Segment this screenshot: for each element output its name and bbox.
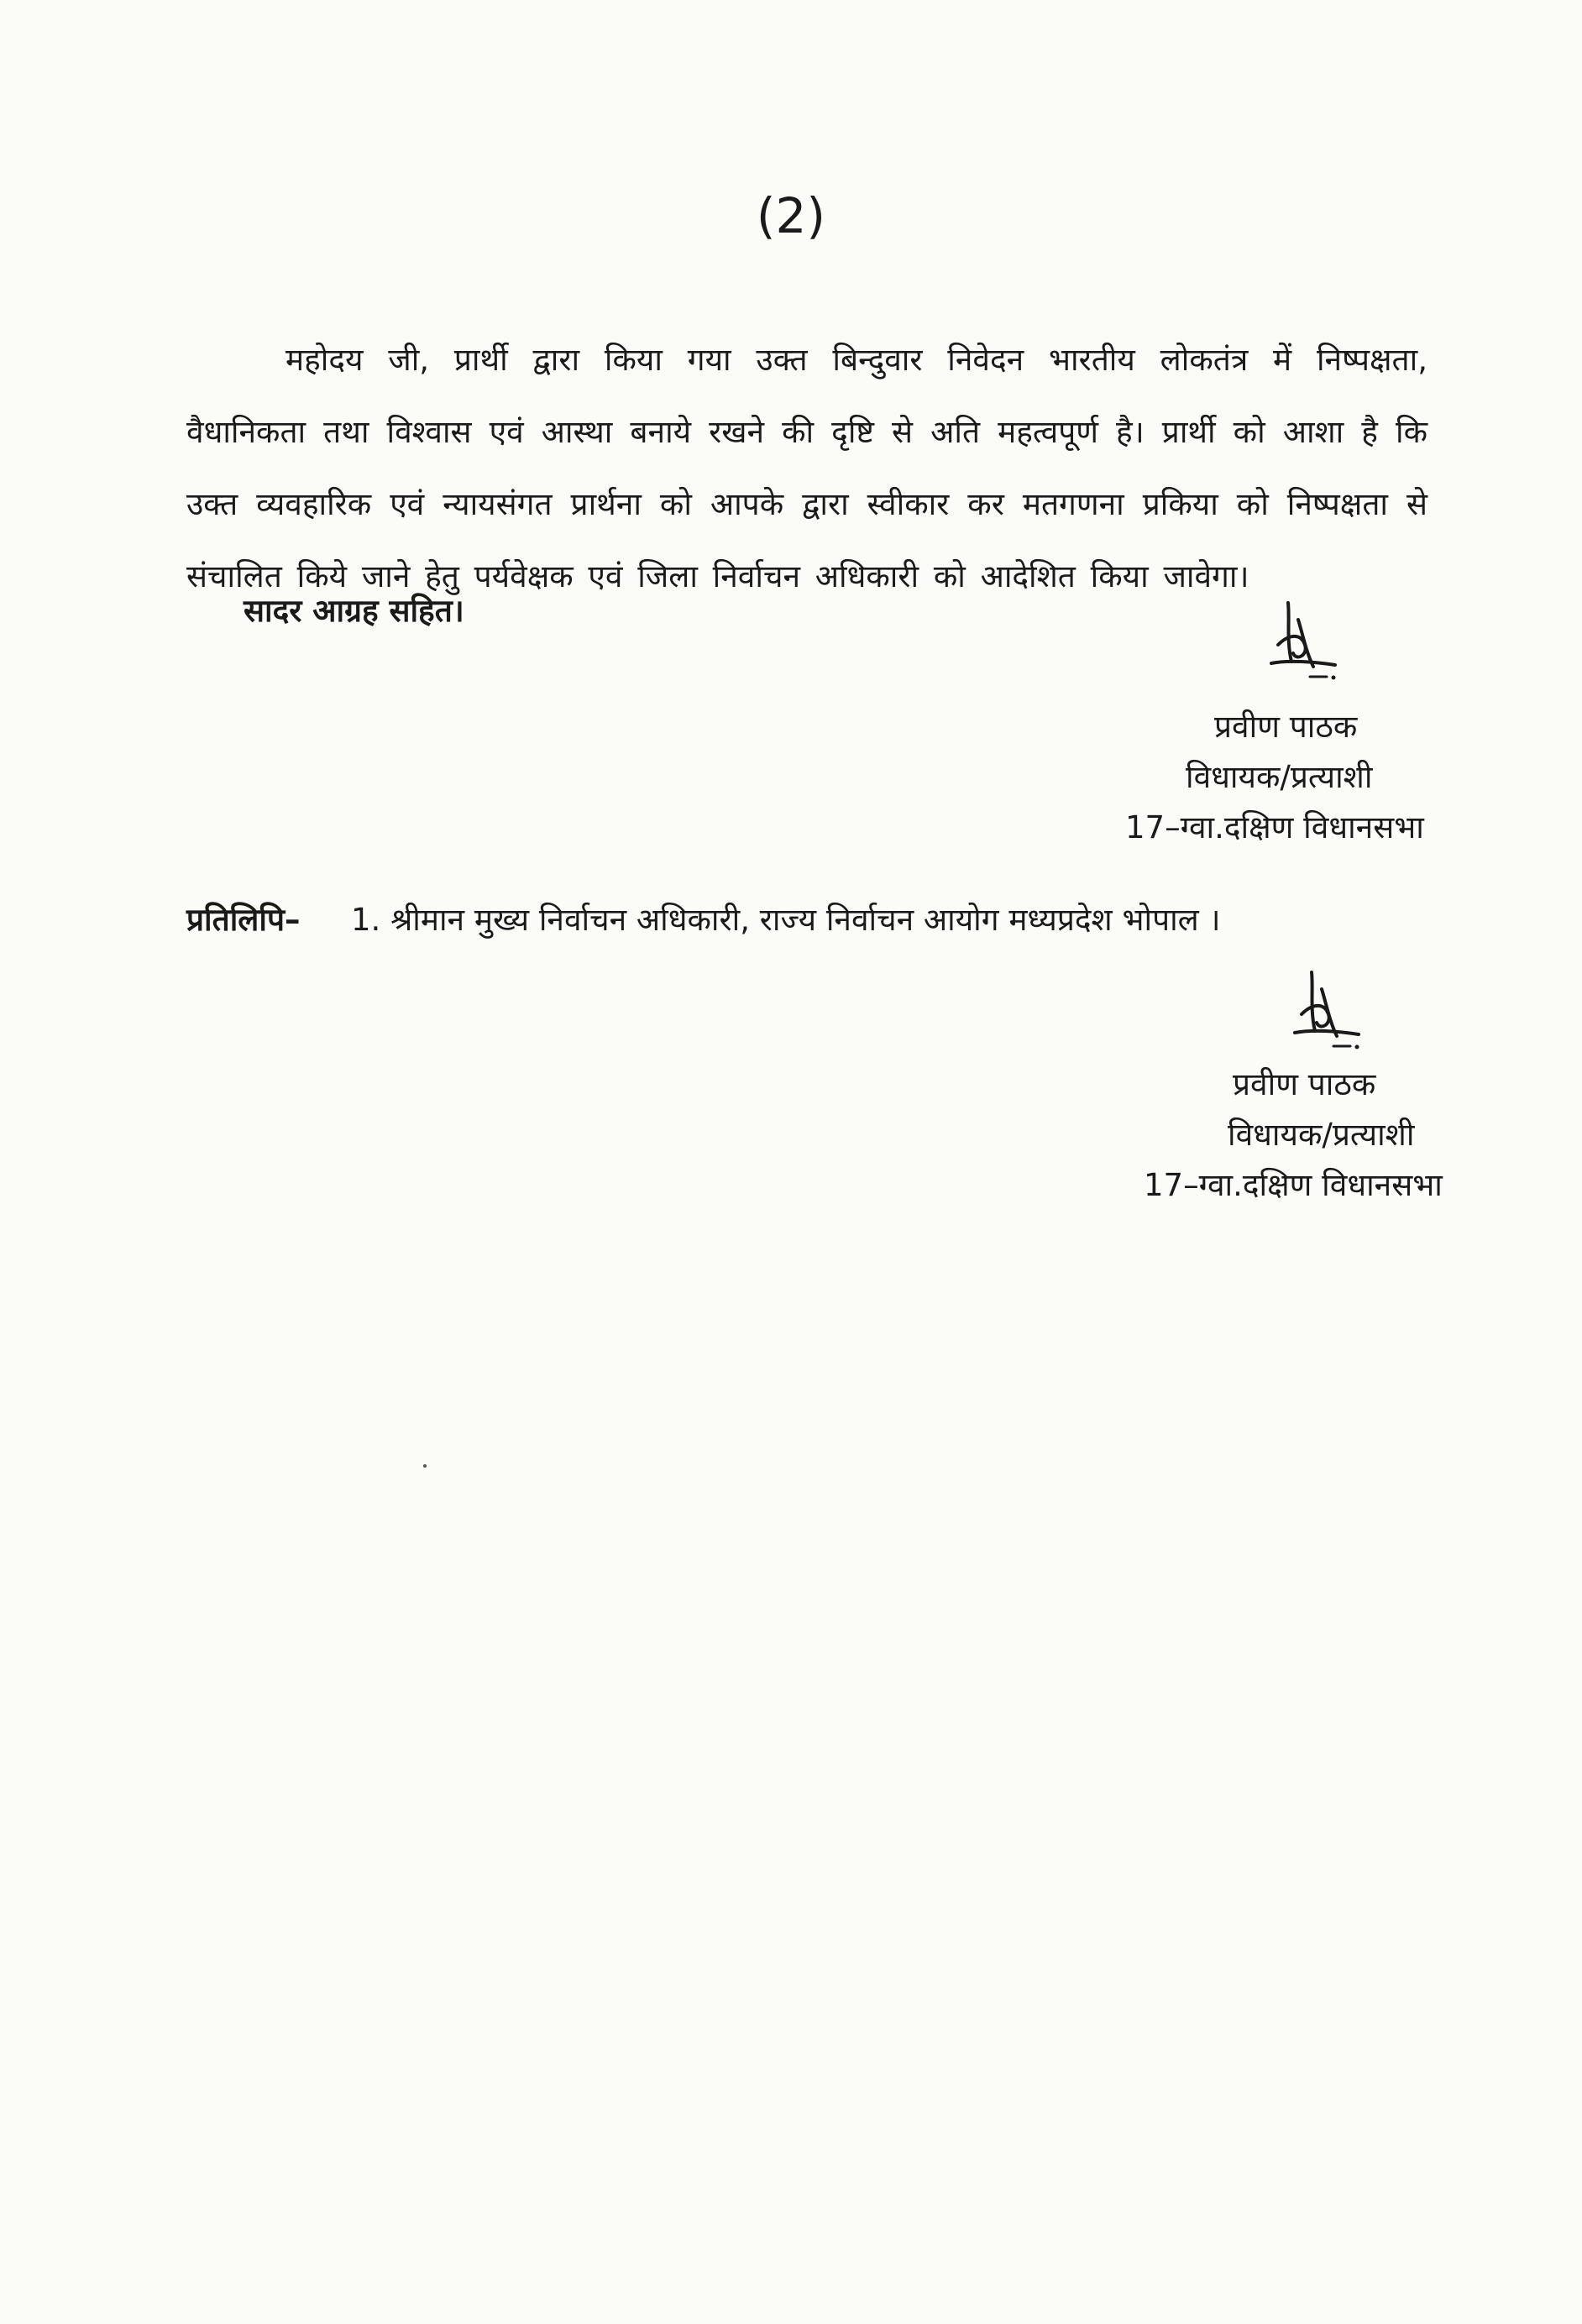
body-paragraph: महोदय जी, प्रार्थी द्वारा किया गया उक्त बिन्दुवार निवेदन भारतीय लोकतंत्र में निष्पक्षता, वैधानिकता तथा विश्वास एवं आस्था बनाये रखने की दृष्टि से अति महत्वपूर्ण है। प्रार्थी को आशा है कि उक्त व्यवहारिक एवं न्यायसंगत प्रार्थना को आपके द्वारा स्वीकार कर मतगणना प्रकिया को निष्पक्षता से संचालित किये जाने हेतु पर्यवेक्षक एवं जिला निर्वाचन अधिकारी को आदेशित किया जावेगा। xyxy=(186,342,1427,594)
scan-speck xyxy=(423,1464,427,1468)
copy-to-line xyxy=(186,897,1221,944)
signatory-constituency: 17–ग्वा.दक्षिण विधानसभा xyxy=(1144,1167,1443,1203)
copy-to-item: 1. श्रीमान मुख्य निर्वाचन अधिकारी, राज्य निर्वाचन आयोग मध्यप्रदेश भोपाल । xyxy=(351,902,1221,938)
signatory-designation: विधायक/प्रत्याशी xyxy=(1228,1117,1415,1153)
page-number: (2) xyxy=(756,187,826,244)
closing-line: सादर आग्रह सहित। xyxy=(244,593,464,629)
handwritten-signature-1 xyxy=(1255,594,1347,695)
copy-to-label: प्रतिलिपि– xyxy=(186,902,301,938)
handwritten-signature-2 xyxy=(1278,964,1370,1065)
signatory-name: प्रवीण पाठक xyxy=(1214,709,1358,745)
signature-block-2 xyxy=(1144,1060,1480,1211)
signatory-constituency: 17–ग्वा.दक्षिण विधानसभा xyxy=(1125,809,1424,845)
signatory-designation: विधायक/प्रत्याशी xyxy=(1186,759,1373,795)
signature-block-1 xyxy=(1125,702,1453,853)
signatory-name: प्रवीण पाठक xyxy=(1233,1066,1376,1102)
